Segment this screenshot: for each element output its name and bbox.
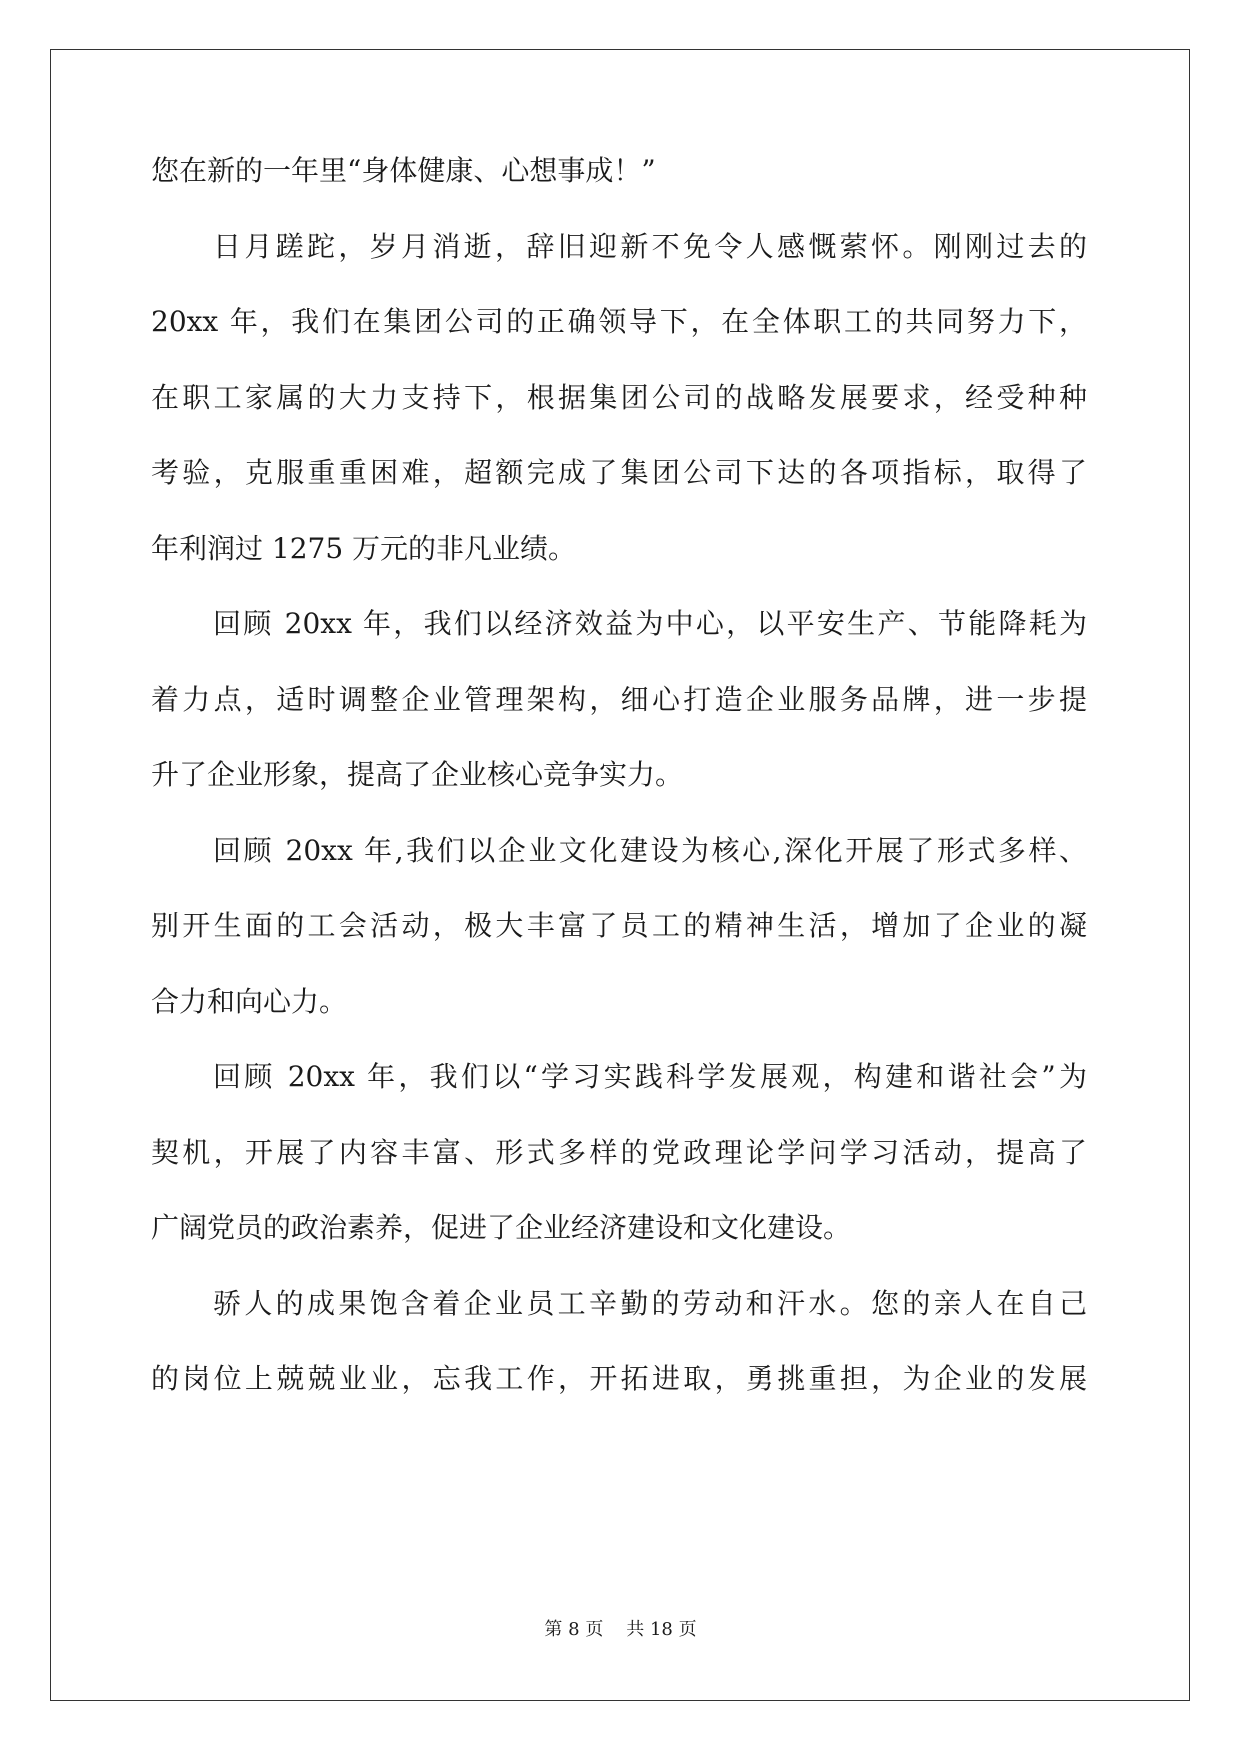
text-line-7: 回顾 20xx 年，我们以经济效益为中心，以平安生产、节能降耗为 (213, 607, 1087, 640)
text-line-1: 您在新的一年里“身体健康、心想事成！” (151, 154, 656, 187)
text-line-10: 回顾 20xx 年,我们以企业文化建设为核心,深化开展了形式多样、 (213, 834, 1087, 867)
text-line-9: 升了企业形象，提高了企业核心竞争实力。 (151, 758, 684, 791)
page-footer (0, 1618, 1241, 1642)
text-line-6: 年利润过 1275 万元的非凡业绩。 (151, 532, 577, 565)
page-border (50, 49, 1190, 1701)
text-line-16: 骄人的成果饱含着企业员工辛勤的劳动和汗水。您的亲人在自己 (213, 1287, 1087, 1320)
page-total: 共 18 页 (626, 1619, 697, 1640)
text-line-14: 契机，开展了内容丰富、形式多样的党政理论学问学习活动，提高了 (151, 1136, 1087, 1169)
text-line-15: 广阔党员的政治素养，促进了企业经济建设和文化建设。 (151, 1211, 852, 1244)
page-number: 第 8 页 (544, 1619, 604, 1640)
text-line-13: 回顾 20xx 年，我们以“学习实践科学发展观，构建和谐社会”为 (213, 1060, 1087, 1093)
text-line-5: 考验，克服重重困难，超额完成了集团公司下达的各项指标，取得了 (151, 456, 1087, 489)
text-line-3: 20xx 年，我们在集团公司的正确领导下，在全体职工的共同努力下， (151, 305, 1087, 338)
text-line-4: 在职工家属的大力支持下，根据集团公司的战略发展要求，经受种种 (151, 381, 1087, 414)
footer-gap (603, 1619, 626, 1640)
text-line-12: 合力和向心力。 (151, 985, 348, 1018)
text-line-8: 着力点，适时调整企业管理架构，细心打造企业服务品牌，进一步提 (151, 683, 1087, 716)
text-line-17: 的岗位上兢兢业业，忘我工作，开拓进取，勇挑重担，为企业的发展 (151, 1362, 1087, 1395)
text-line-11: 别开生面的工会活动，极大丰富了员工的精神生活，增加了企业的凝 (151, 909, 1087, 942)
text-line-2: 日月蹉跎，岁月消逝，辞旧迎新不免令人感慨萦怀。刚刚过去的 (213, 230, 1087, 263)
